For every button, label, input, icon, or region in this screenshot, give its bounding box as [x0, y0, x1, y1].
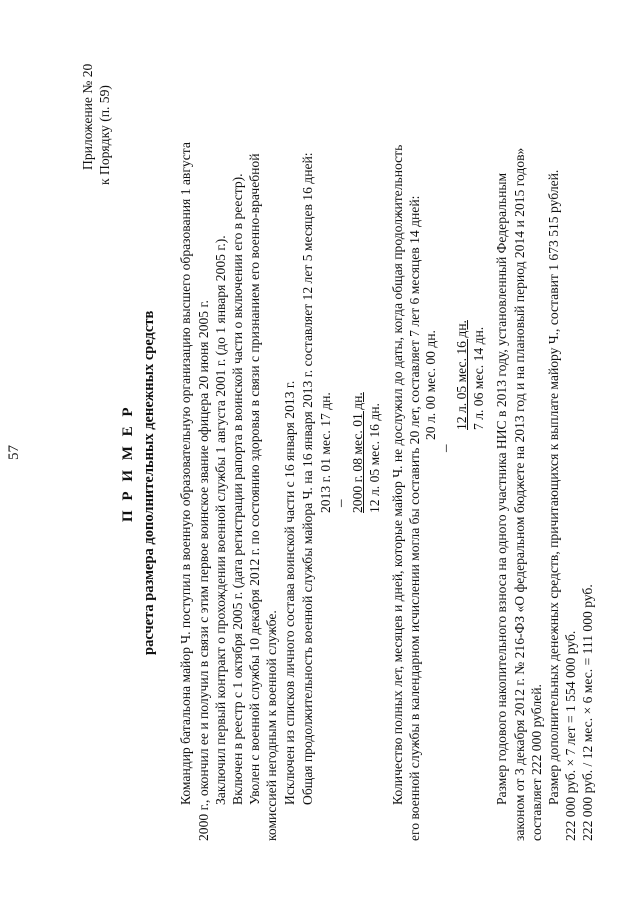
calc2-subtrahend: 12 л. 05 мес. 16 дн. — [454, 320, 469, 430]
formula-line-1: 222 000 руб. × 7 лет = 1 554 000 руб. — [563, 630, 578, 841]
formula-line-2: 222 000 руб. / 12 мес. × 6 мес. = 111 000 руб. — [580, 584, 595, 841]
appendix-line-2: к Порядку (п. 59) — [97, 85, 112, 185]
calc2-minuend: 20 л. 00 мес. 00 дн. — [423, 330, 438, 440]
paragraph-8-line-3: составляет 222 000 рублей. — [529, 684, 544, 841]
paragraph-2: Заключил первый контракт о прохождении военной службы 1 августа 2001 г. (до 1 января 2005 г.). — [213, 235, 228, 805]
calc1-subtrahend: 2000 г. 08 мес. 01 дн. — [350, 392, 365, 513]
paragraph-4-line-1: Уволен с военной службы 10 декабря 2012 г. по состоянию здоровья в связи с признанием его военно-врачебной — [247, 153, 262, 805]
paragraph-5: Исключен из списков личного состава воинской части с 16 января 2013 г. — [282, 380, 297, 805]
calc1-minus-sign: – — [333, 499, 349, 507]
appendix-line-1: Приложение № 20 — [80, 63, 95, 170]
paragraph-7-line-2: его военной службы в календарном исчислении могла бы составить 20 лет, составляет 7 лет 6 месяцев 14 дней: — [407, 195, 422, 841]
paragraph-9: Размер дополнительных денежных средств, причитающихся к выплате майору Ч., составит 1 673 515 рублей. — [546, 169, 561, 805]
paragraph-6-line-1: Общая продолжительность военной службы майора Ч. на 16 января 2013 г. составляет 12 лет 5 месяцев 16 дней: — [300, 152, 315, 805]
calc2-minus-sign: – — [438, 444, 454, 452]
paragraph-8-line-2: законом от 3 декабря 2012 г. № 216-ФЗ «О федеральном бюджете на 2013 год и на плановый период 2014 и 2015 годов» — [512, 147, 527, 841]
paragraph-1-line-2: 2000 г., окончил ее и получил в связи с этим первое воинское звание офицера 20 июня 2005 г. — [196, 300, 211, 841]
document-subtitle: расчета размера дополнительных денежных средств — [141, 310, 157, 655]
paragraph-7-line-1: Количество полных лет, месяцев и дней, которые майор Ч. не дослужил до даты, когда общая продолжительность — [390, 144, 405, 805]
paragraph-3: Включен в реестр с 1 октября 2005 г. (дата регистрации рапорта в воинской части о включении его в реестр). — [230, 173, 245, 805]
paragraph-1-line-1: Командир батальона майор Ч. поступил в военную образовательную организацию высшего образования 1 августа — [178, 142, 193, 805]
paragraph-4-line-2: комиссией негодным к военной службе. — [264, 610, 279, 841]
page-number: 57 — [6, 445, 22, 460]
document-title: П Р И М Е Р — [120, 404, 136, 522]
calc1-minuend: 2013 г. 01 мес. 17 дн. — [318, 392, 333, 513]
calc2-result: 7 л. 06 мес. 14 дн. — [471, 326, 486, 430]
paragraph-8-line-1: Размер годового накопительного взноса на одного участника НИС в 2013 году, установленный Федеральным — [494, 172, 509, 805]
calc1-result: 12 л. 05 мес. 16 дн. — [367, 403, 382, 513]
